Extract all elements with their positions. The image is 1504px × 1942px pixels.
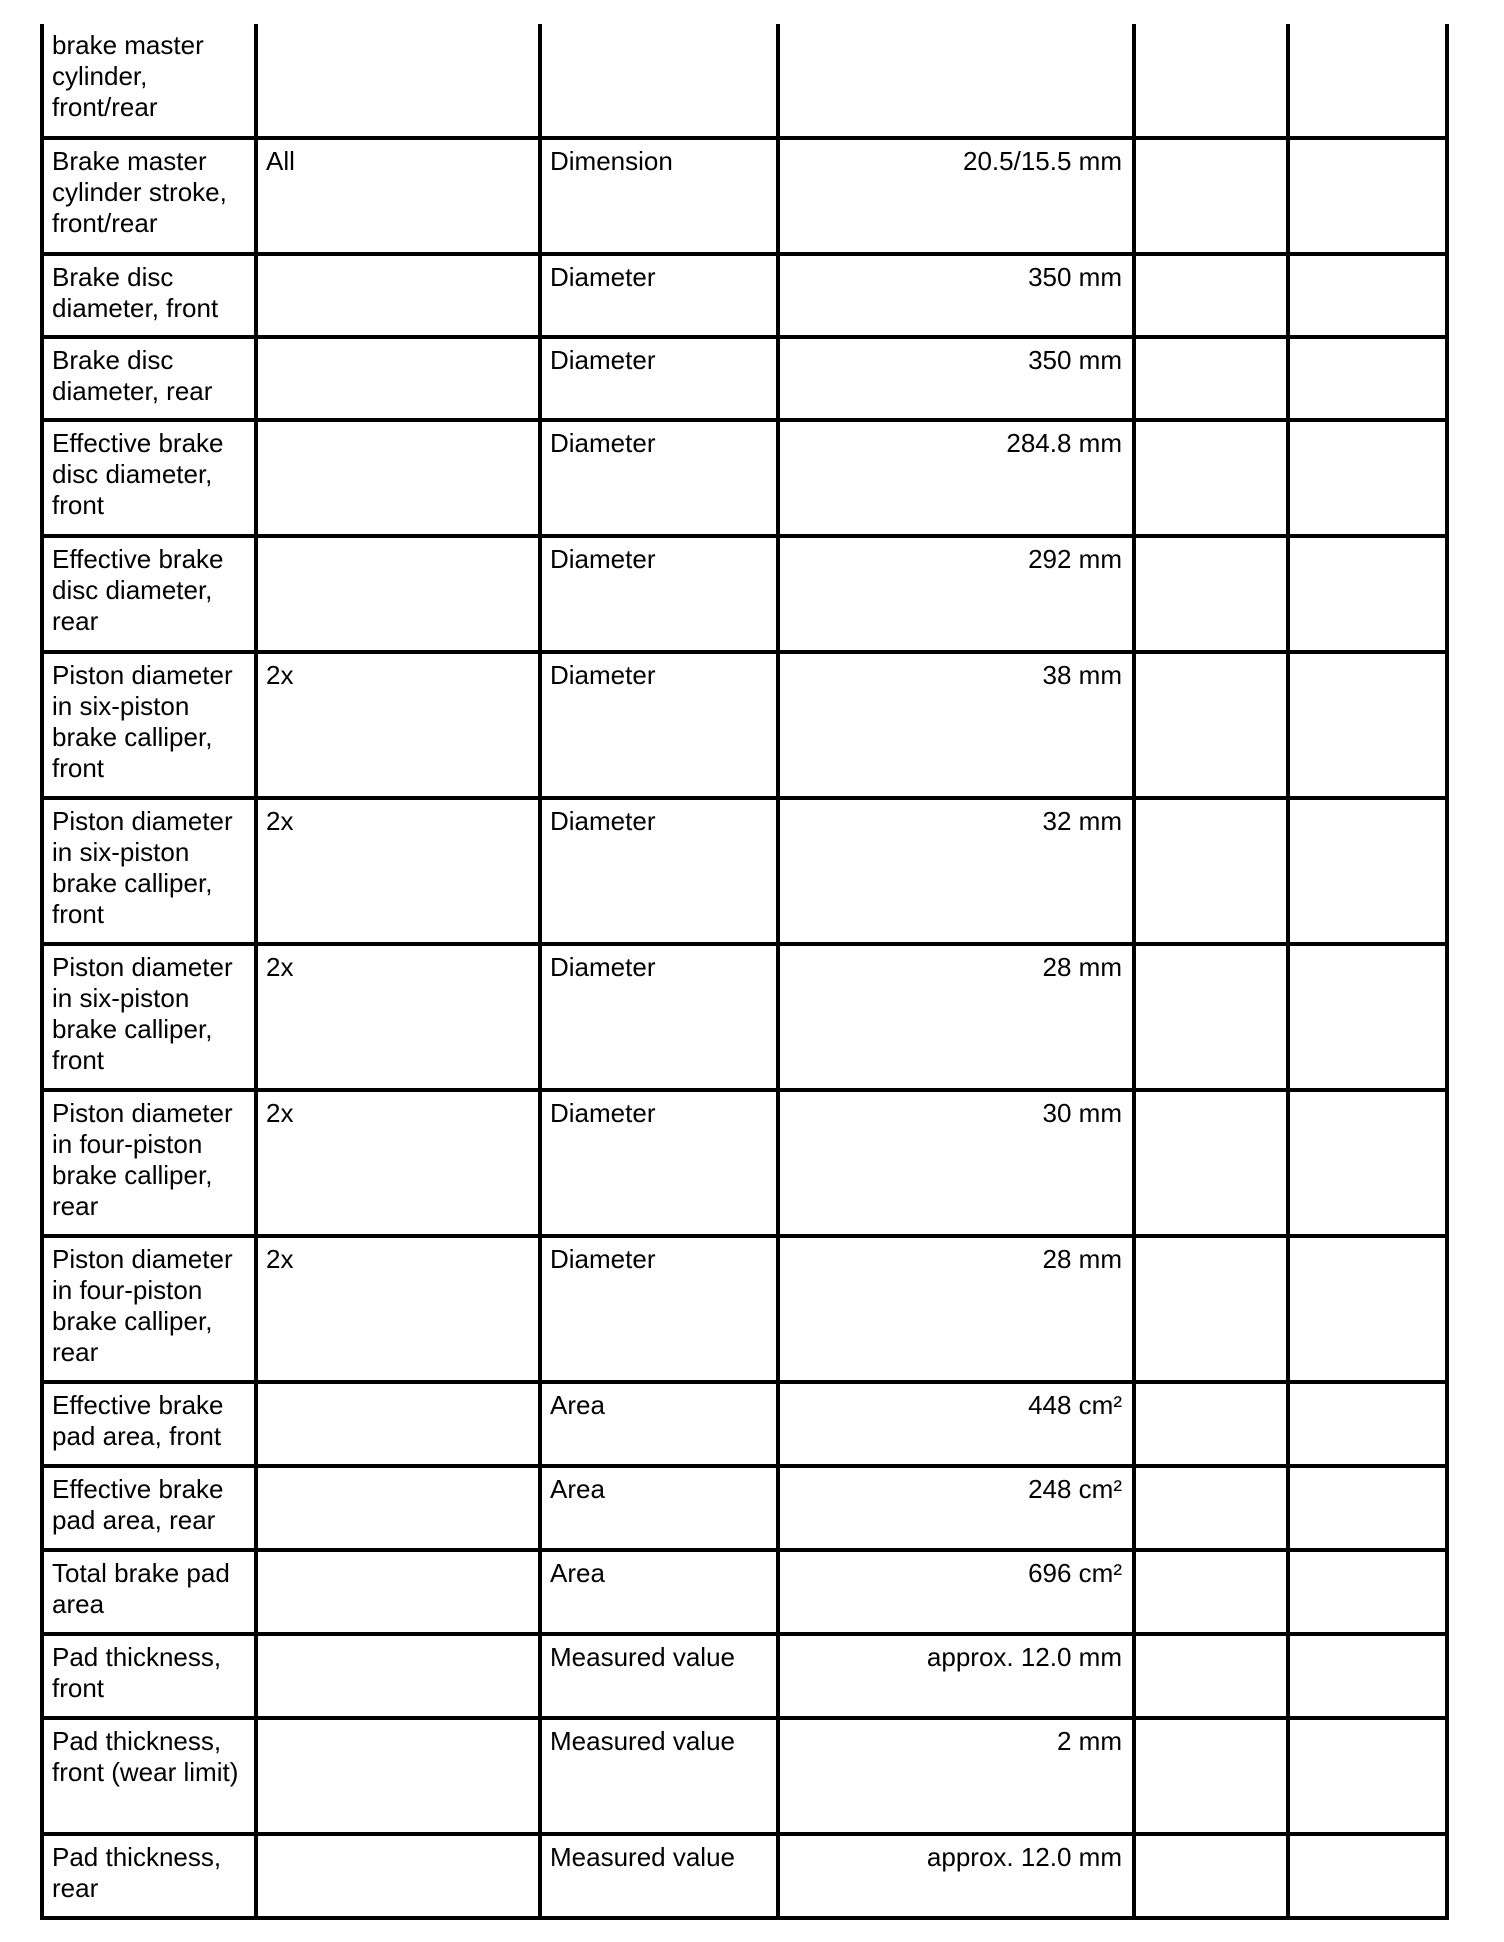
cell-blank-1 bbox=[1134, 1466, 1288, 1550]
cell-measurement-type: Diameter bbox=[540, 798, 778, 944]
table-row bbox=[42, 536, 1447, 652]
cell-blank-1 bbox=[1134, 337, 1288, 420]
cell-quantity: All bbox=[256, 138, 540, 254]
cell-value: 292 mm bbox=[778, 536, 1134, 652]
cell-value: 20.5/15.5 mm bbox=[778, 138, 1134, 254]
cell-blank-1 bbox=[1134, 944, 1288, 1090]
cell-blank-1 bbox=[1134, 1718, 1288, 1834]
table-row bbox=[42, 254, 1447, 337]
cell-measurement-type: Diameter bbox=[540, 420, 778, 536]
cell-blank-1 bbox=[1134, 254, 1288, 337]
cell-quantity: 2x bbox=[256, 944, 540, 1090]
cell-description: Pad thickness, front (wear limit) bbox=[42, 1718, 256, 1834]
cell-value: approx. 12.0 mm bbox=[778, 1634, 1134, 1718]
table-row bbox=[42, 337, 1447, 420]
cell-value: 696 cm² bbox=[778, 1550, 1134, 1634]
table-row bbox=[42, 652, 1447, 798]
cell-measurement-type: Measured value bbox=[540, 1634, 778, 1718]
cell-description: Piston diameter in six-piston brake calliper, front bbox=[42, 944, 256, 1090]
table-row bbox=[42, 1550, 1447, 1634]
cell-blank-1 bbox=[1134, 798, 1288, 944]
cell-measurement-type: Diameter bbox=[540, 536, 778, 652]
cell-blank-1 bbox=[1134, 420, 1288, 536]
table-row bbox=[42, 1834, 1447, 1918]
cell-value: approx. 12.0 mm bbox=[778, 1834, 1134, 1918]
cell-value: 38 mm bbox=[778, 652, 1134, 798]
cell-blank-2 bbox=[1288, 798, 1447, 944]
cell-quantity bbox=[256, 1634, 540, 1718]
table-row bbox=[42, 24, 1447, 138]
cell-measurement-type: Area bbox=[540, 1466, 778, 1550]
cell-quantity bbox=[256, 1550, 540, 1634]
cell-blank-2 bbox=[1288, 138, 1447, 254]
cell-description: Piston diameter in six-piston brake calliper, front bbox=[42, 798, 256, 944]
cell-measurement-type: Diameter bbox=[540, 652, 778, 798]
cell-description: Piston diameter in four-piston brake calliper, rear bbox=[42, 1090, 256, 1236]
cell-blank-1 bbox=[1134, 138, 1288, 254]
cell-blank-2 bbox=[1288, 337, 1447, 420]
cell-description: Total brake pad area bbox=[42, 1550, 256, 1634]
cell-value: 448 cm² bbox=[778, 1382, 1134, 1466]
table-body bbox=[42, 24, 1447, 1918]
cell-value: 350 mm bbox=[778, 254, 1134, 337]
cell-blank-2 bbox=[1288, 1466, 1447, 1550]
cell-measurement-type: Area bbox=[540, 1382, 778, 1466]
table-row bbox=[42, 1634, 1447, 1718]
table-row bbox=[42, 1090, 1447, 1236]
cell-value: 30 mm bbox=[778, 1090, 1134, 1236]
cell-blank-1 bbox=[1134, 1634, 1288, 1718]
cell-measurement-type: Measured value bbox=[540, 1834, 778, 1918]
cell-value: 350 mm bbox=[778, 337, 1134, 420]
cell-quantity bbox=[256, 254, 540, 337]
cell-quantity bbox=[256, 337, 540, 420]
cell-measurement-type: Measured value bbox=[540, 1718, 778, 1834]
cell-measurement-type bbox=[540, 24, 778, 138]
cell-description: brake master cylinder, front/rear bbox=[42, 24, 256, 138]
cell-measurement-type: Diameter bbox=[540, 337, 778, 420]
cell-description: Brake disc diameter, front bbox=[42, 254, 256, 337]
cell-quantity bbox=[256, 536, 540, 652]
cell-blank-1 bbox=[1134, 1550, 1288, 1634]
cell-description: Pad thickness, front bbox=[42, 1634, 256, 1718]
cell-quantity bbox=[256, 420, 540, 536]
cell-description: Piston diameter in four-piston brake calliper, rear bbox=[42, 1236, 256, 1382]
cell-measurement-type: Area bbox=[540, 1550, 778, 1634]
cell-blank-2 bbox=[1288, 1834, 1447, 1918]
cell-blank-1 bbox=[1134, 1090, 1288, 1236]
cell-measurement-type: Diameter bbox=[540, 254, 778, 337]
cell-blank-1 bbox=[1134, 1834, 1288, 1918]
cell-blank-2 bbox=[1288, 536, 1447, 652]
cell-blank-1 bbox=[1134, 1382, 1288, 1466]
cell-blank-2 bbox=[1288, 944, 1447, 1090]
cell-description: Effective brake pad area, rear bbox=[42, 1466, 256, 1550]
table-row bbox=[42, 1236, 1447, 1382]
table-row bbox=[42, 798, 1447, 944]
cell-blank-2 bbox=[1288, 1634, 1447, 1718]
brake-specifications-table bbox=[40, 24, 1449, 1920]
table-row bbox=[42, 944, 1447, 1090]
cell-description: Brake disc diameter, rear bbox=[42, 337, 256, 420]
cell-quantity: 2x bbox=[256, 1236, 540, 1382]
cell-description: Brake master cylinder stroke, front/rear bbox=[42, 138, 256, 254]
cell-value: 284.8 mm bbox=[778, 420, 1134, 536]
cell-blank-1 bbox=[1134, 652, 1288, 798]
cell-description: Effective brake pad area, front bbox=[42, 1382, 256, 1466]
cell-blank-1 bbox=[1134, 24, 1288, 138]
table-row bbox=[42, 420, 1447, 536]
cell-quantity bbox=[256, 1718, 540, 1834]
cell-blank-2 bbox=[1288, 1090, 1447, 1236]
cell-description: Effective brake disc diameter, front bbox=[42, 420, 256, 536]
cell-blank-2 bbox=[1288, 1550, 1447, 1634]
table-row bbox=[42, 1718, 1447, 1834]
cell-measurement-type: Diameter bbox=[540, 1090, 778, 1236]
cell-description: Pad thickness, rear bbox=[42, 1834, 256, 1918]
cell-blank-2 bbox=[1288, 1382, 1447, 1466]
cell-quantity bbox=[256, 1834, 540, 1918]
cell-blank-2 bbox=[1288, 652, 1447, 798]
cell-quantity: 2x bbox=[256, 1090, 540, 1236]
cell-value: 28 mm bbox=[778, 1236, 1134, 1382]
cell-value bbox=[778, 24, 1134, 138]
cell-blank-2 bbox=[1288, 420, 1447, 536]
cell-measurement-type: Dimension bbox=[540, 138, 778, 254]
cell-description: Effective brake disc diameter, rear bbox=[42, 536, 256, 652]
cell-measurement-type: Diameter bbox=[540, 1236, 778, 1382]
cell-blank-2 bbox=[1288, 1718, 1447, 1834]
cell-blank-1 bbox=[1134, 536, 1288, 652]
cell-blank-2 bbox=[1288, 24, 1447, 138]
cell-blank-2 bbox=[1288, 1236, 1447, 1382]
table-row bbox=[42, 138, 1447, 254]
cell-blank-2 bbox=[1288, 254, 1447, 337]
cell-quantity: 2x bbox=[256, 652, 540, 798]
cell-quantity bbox=[256, 1382, 540, 1466]
table-row bbox=[42, 1466, 1447, 1550]
cell-quantity bbox=[256, 24, 540, 138]
cell-value: 2 mm bbox=[778, 1718, 1134, 1834]
cell-blank-1 bbox=[1134, 1236, 1288, 1382]
cell-measurement-type: Diameter bbox=[540, 944, 778, 1090]
cell-value: 28 mm bbox=[778, 944, 1134, 1090]
table-row bbox=[42, 1382, 1447, 1466]
cell-value: 32 mm bbox=[778, 798, 1134, 944]
cell-quantity: 2x bbox=[256, 798, 540, 944]
cell-description: Piston diameter in six-piston brake calliper, front bbox=[42, 652, 256, 798]
cell-value: 248 cm² bbox=[778, 1466, 1134, 1550]
cell-quantity bbox=[256, 1466, 540, 1550]
